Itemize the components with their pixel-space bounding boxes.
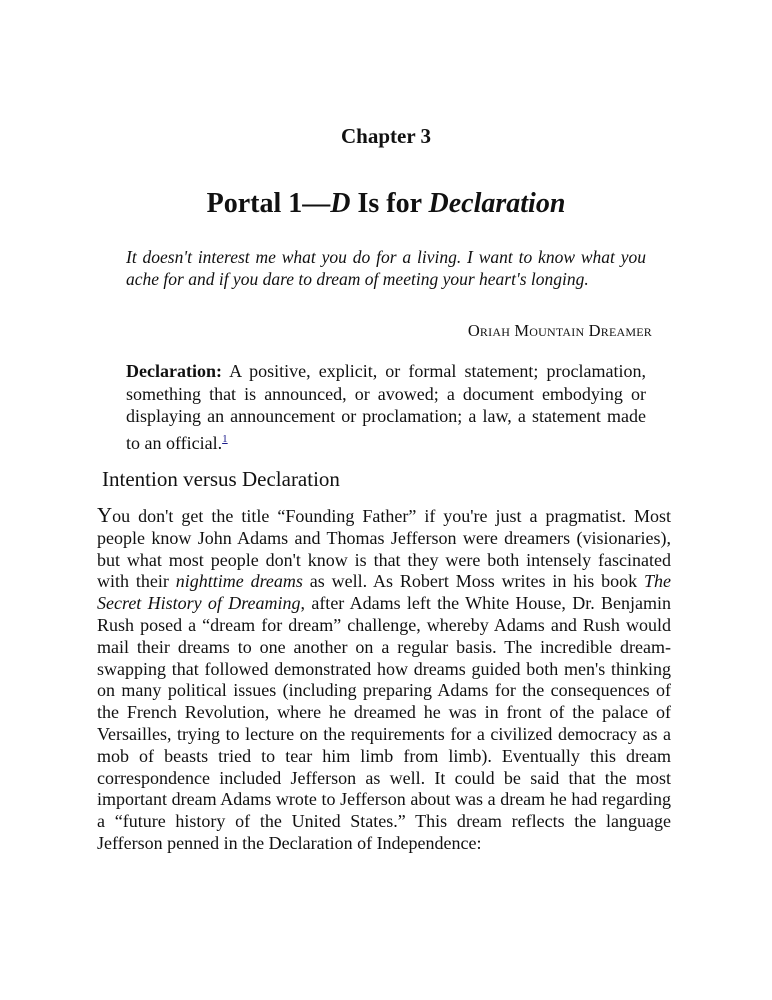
chapter-title-prefix: Portal 1— — [206, 188, 331, 219]
chapter-number: Chapter 3 — [340, 124, 432, 148]
paragraph-text-2: as well. As Robert Moss writes in his book — [302, 571, 644, 592]
definition-text: A positive, explicit, or formal statement; proclamation, something that is announced, or avowed; a document embodying or displaying an announcement or proclamation; a law, a statement made to an official. — [126, 361, 646, 453]
book-title: The Secret History of Dreaming — [97, 571, 671, 614]
definition-block — [126, 360, 646, 454]
paragraph-text-1: ou don't get the title “Founding Father” if you're just a pragmatist. Most people know John Adams and Thomas Jefferson were dreamers (visionaries), but what most people don't know is that they were both intensely fascinated with their — [97, 506, 671, 592]
definition-term: Declaration: — [126, 361, 222, 381]
paragraph-initial: Y — [97, 503, 113, 527]
footnote-link[interactable]: 1 — [222, 432, 228, 445]
epigraph-attribution: Oriah Mountain Dreamer — [467, 321, 652, 340]
chapter-title-letter: D — [330, 188, 351, 219]
paragraph-text-3: , after Adams left the White House, Dr. Benjamin Rush posed a “dream for dream” challenge, whereby Adams and Rush would mail their dreams to one another on a regular basis. The incredible dream-swapping that followed demonstrated how dreams guided both men's thinking on many political issues (including preparing Adams for the consequences of the French Revolution, where he dreamed he was in front of the palace of Versailles, trying to lecture on the requirements for a civilized democracy as a mob of beasts tried to tear him limb from limb). Eventually this dream correspondence included Jefferson as well. It could be said that the most important dream Adams wrote to Jefferson about was a dream he had regarding a “future history of the United States.” This dream reflects the language Jefferson penned in the Declaration of Independence: — [97, 593, 671, 853]
epigraph-quote: It doesn't interest me what you do for a living. I want to know what you ache for and if you dare to dream of meeting your heart's longing. — [126, 247, 646, 289]
paragraph-emphasis-nighttime-dreams: nighttime dreams — [175, 571, 303, 592]
chapter-title-middle: Is for — [350, 188, 429, 219]
section-heading: Intention versus Declaration — [102, 467, 340, 491]
chapter-title — [0, 186, 772, 222]
chapter-title-word: Declaration — [428, 188, 566, 219]
body-paragraph — [97, 505, 671, 855]
